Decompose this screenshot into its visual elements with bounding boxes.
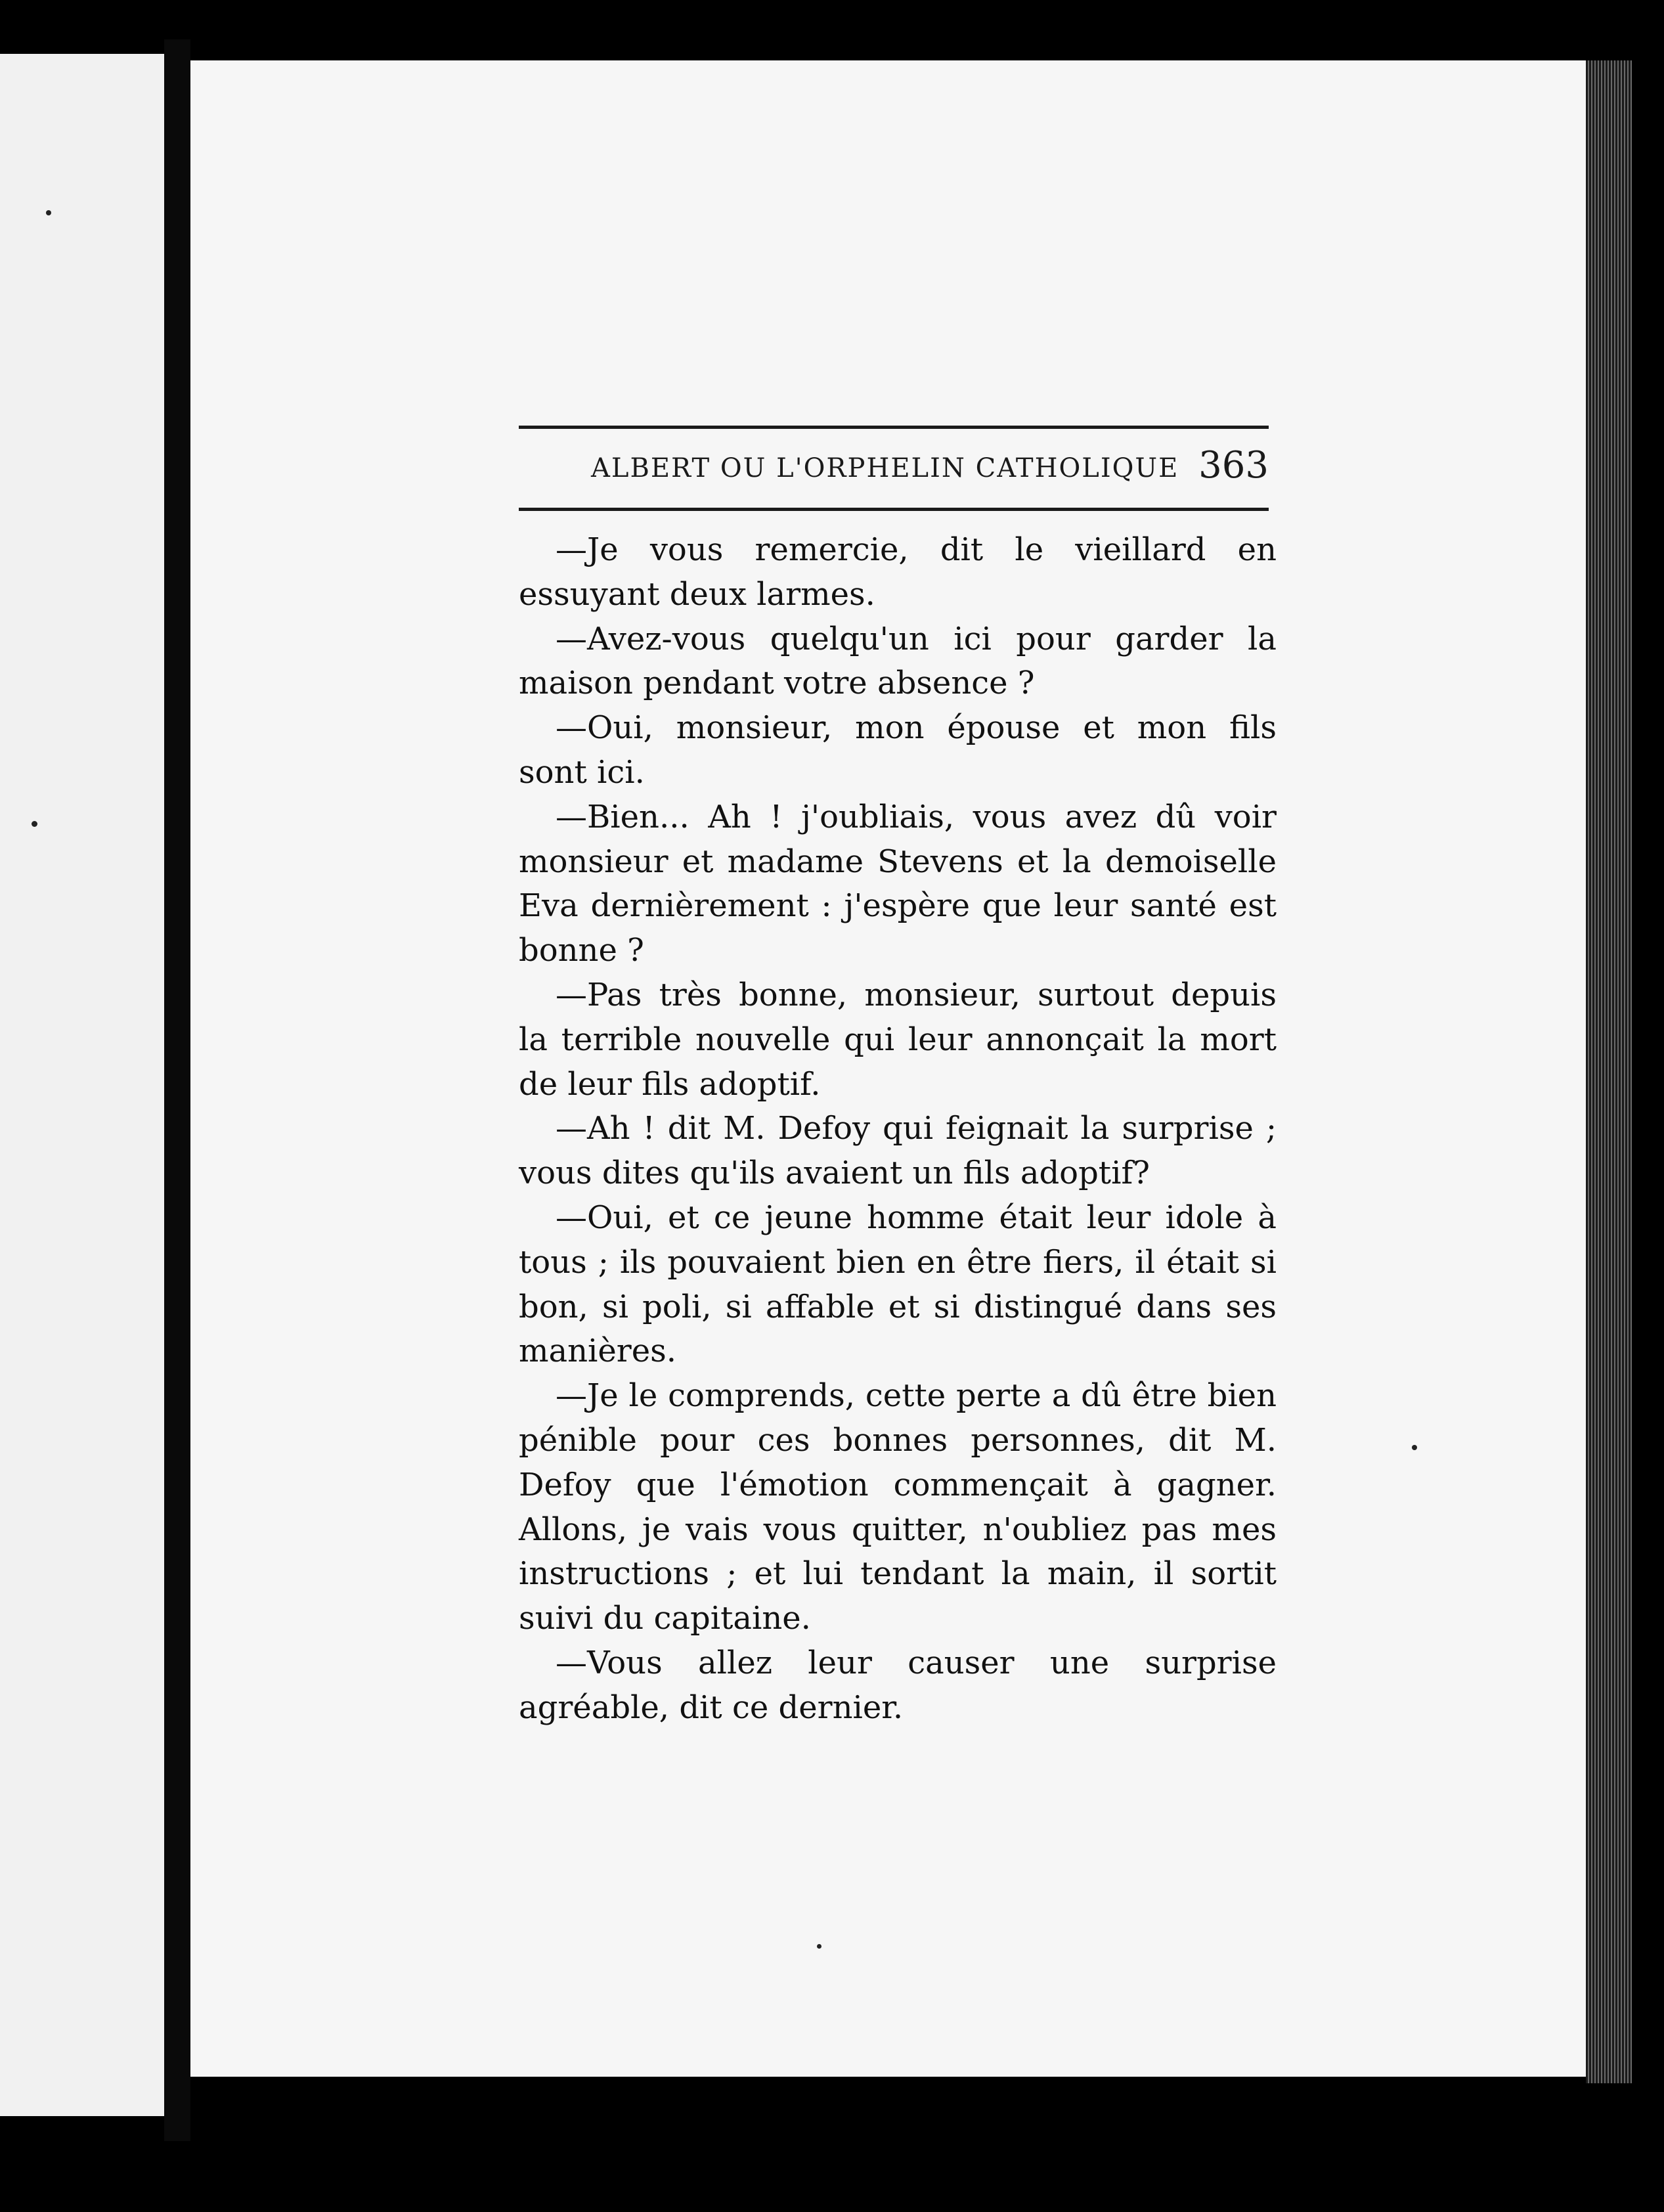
header-top-rule xyxy=(519,426,1269,429)
scan-speck xyxy=(1412,1445,1417,1450)
left-page-edge xyxy=(0,54,164,2116)
paragraph: —Oui, et ce jeune homme était leur idole à tous ; ils pouvaient bien en être fiers, il était si bon, si poli, si affable et si distingué dans ses manières. xyxy=(519,1199,1277,1370)
running-head xyxy=(519,444,1269,497)
page-number: 363 xyxy=(1198,444,1269,487)
running-title: ALBERT OU L'ORPHELIN CATHOLIQUE xyxy=(591,453,1179,483)
body-text xyxy=(519,528,1277,1731)
scan-speck xyxy=(46,210,51,215)
paragraph: —Bien... Ah ! j'oubliais, vous avez dû voir monsieur et madame Stevens et la demoiselle Eva dernièrement : j'espère que leur santé est bonne ? xyxy=(519,798,1277,969)
paragraph: —Je le comprends, cette perte a dû être bien pénible pour ces bonnes personnes, dit M. Defoy que l'émotion commençait à gagner. Allons, je vais vous quitter, n'oubliez pas mes instructions ; et lui tendant la main, il sortit suivi du capitaine. xyxy=(519,1377,1277,1637)
header-bottom-rule xyxy=(519,508,1269,511)
scan-speck xyxy=(32,821,37,827)
paragraph: —Vous allez leur causer une surprise agréable, dit ce dernier. xyxy=(519,1644,1277,1726)
page-edges xyxy=(1586,60,1632,2083)
paragraph: —Ah ! dit M. Defoy qui feignait la surprise ; vous dites qu'ils avaient un fils adoptif? xyxy=(519,1110,1277,1192)
paragraph: —Je vous remercie, dit le vieillard en essuyant deux larmes. xyxy=(519,531,1277,613)
paragraph: —Pas très bonne, monsieur, surtout depuis la terrible nouvelle qui leur annonçait la mort de leur fils adoptif. xyxy=(519,976,1277,1103)
paragraph: —Avez-vous quelqu'un ici pour garder la maison pendant votre absence ? xyxy=(519,620,1277,702)
paragraph: —Oui, monsieur, mon épouse et mon fils sont ici. xyxy=(519,709,1277,791)
scan-speck xyxy=(817,1944,821,1949)
book-gutter xyxy=(164,39,190,2141)
